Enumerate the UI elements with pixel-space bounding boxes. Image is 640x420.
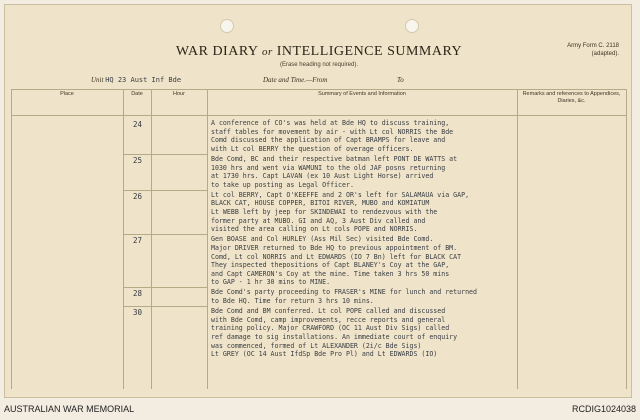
column-header-summary: Summary of Events and Information [318,91,406,97]
column-rule [626,89,627,389]
entry-separator [123,287,207,288]
entry-text-line: Lt col BERRY, Capt O'KEEFFE and 2 OR's left for SALAMAUA via GAP, [211,190,470,199]
entry-text-line: with Lt col BERRY the question of overage officers. [211,144,414,153]
entry-text-line: former party at MUBO. GI and AQ, 3 Aust Div called and [211,216,426,225]
record-id: RCDIG1024038 [571,404,636,414]
unit-value: HQ 23 Aust Inf Bde [105,76,182,84]
unit-label: Unit [91,76,104,84]
column-header-place: Place [60,91,74,97]
column-rule [517,89,518,389]
column-rule [151,89,152,389]
column-rule [11,89,12,389]
column-rule [123,89,124,389]
entry-text-line: training policy. Major CRAWFORD (OC 11 Aust Div Sigs) called [211,324,450,333]
entry-date: 30 [133,308,143,318]
entry-text-line: A conference of CO's was held at Bde HQ to discuss training, [211,119,450,127]
title-war-diary: WAR DIARY [175,44,258,59]
punch-hole [220,19,234,33]
form-number-note: (adapted). [591,51,619,57]
entry-date: 24 [133,120,143,129]
entry-text-line: Major DRIVER returned to Bde HQ to previous appointment of BM. [211,243,458,252]
entry-text-line: visited the area calling on Lt cols POPE and NORRIS. [211,225,418,234]
to-label: To [397,76,404,84]
unit-line [91,76,181,84]
entry-text-line: Gen BOASE and Col HURLEY (Ass Mil Sec) visited Bde Comd. [211,235,434,244]
entry-separator [123,154,207,155]
form-number-text: Army Form C. 2118 [567,43,619,49]
entry-text-line: ref damage to sig installations. An immediate court of enquiry [211,332,458,341]
column-header-hour: Hour [173,91,185,97]
entry-text-line: to GAP - 1 hr 30 mins to MINE. [211,278,331,287]
entry-text-line: and Capt CAMERON's Coy at the mine. Time taken 3 hrs 50 mins [211,269,450,278]
column-rule [207,89,208,389]
entry-text-line: Lt WEBB left by jeep for SKINDEWAI to rendezvous with the [211,208,438,216]
column-header-date: Date [131,91,143,97]
title-or: or [261,46,273,58]
date-time-label: Date and Time.—From [263,76,328,84]
entry-text-line: Comd discussed the application of Capt BRAMPS for leave and [211,136,446,145]
entry-text-line: BLACK CAT, HOUSE COPPER, BITOI RIVER, MUBO and KOMIATUM [211,199,430,208]
entry-text-line: with Bde Comd, camp improvements, recce reports and general [211,315,446,324]
entry-text-line: was commenced, formed of Lt ALEXANDER (2i/c Bde Sigs) [211,341,422,350]
entry-text-line: to take up posting as Legal Officer. [211,180,354,189]
entry-text-line: Comd, Lt col NORRIS and Lt EDWARDS (IO 7 Bn) left for BLACK CAT [211,252,462,261]
document-subtitle: (Erase heading not required). [279,62,359,68]
document-title [5,44,633,60]
entry-text-line: They inspected thepositions of Capt BLANEY's Coy at the GAP, [211,261,450,270]
entry-text-line: Bde Comd, BC and their respective batman left PONT DE WATTS at [211,154,458,163]
entry-date: 28 [133,289,143,299]
entry-separator [123,306,207,307]
entry-date: 26 [133,191,143,201]
entry-text-line: to Bde HQ. Time for return 3 hrs 10 mins. [211,297,374,305]
archive-credit: AUSTRALIAN WAR MEMORIAL [4,404,135,414]
entry-separator [123,234,207,235]
entry-text-line: 1030 hrs and went via WAMUNI to the old JAF posns returning [211,163,446,172]
entry-text-line: Bde Comd's party proceeding to FRASER's MINE for lunch and returned [211,288,477,297]
entry-text-line: Lt GREY (OC 14 Aust IfdSp Bde Pro Pl) and Lt EDWARDS (IO) [211,350,438,359]
entry-text-line: Bde Comd and BM conferred. Lt col POPE called and discussed [211,307,446,316]
entry-text-line: staff tables for movement by air - with Lt col NORRIS the Bde [211,127,454,136]
entry-separator [123,190,207,191]
column-header-remarks: Remarks and references to Appendices, Diaries, &c. [522,91,621,104]
table-top-rule [11,89,627,90]
entry-date: 27 [133,236,143,246]
entry-date: 25 [133,155,143,165]
entry-text-line: at 1730 hrs. Capt LAVAN (ex 10 Aust Light Horse) arrived [211,172,434,181]
war-diary-sheet [4,4,632,398]
title-intelligence-summary: INTELLIGENCE SUMMARY [276,44,463,59]
punch-hole [405,19,419,33]
